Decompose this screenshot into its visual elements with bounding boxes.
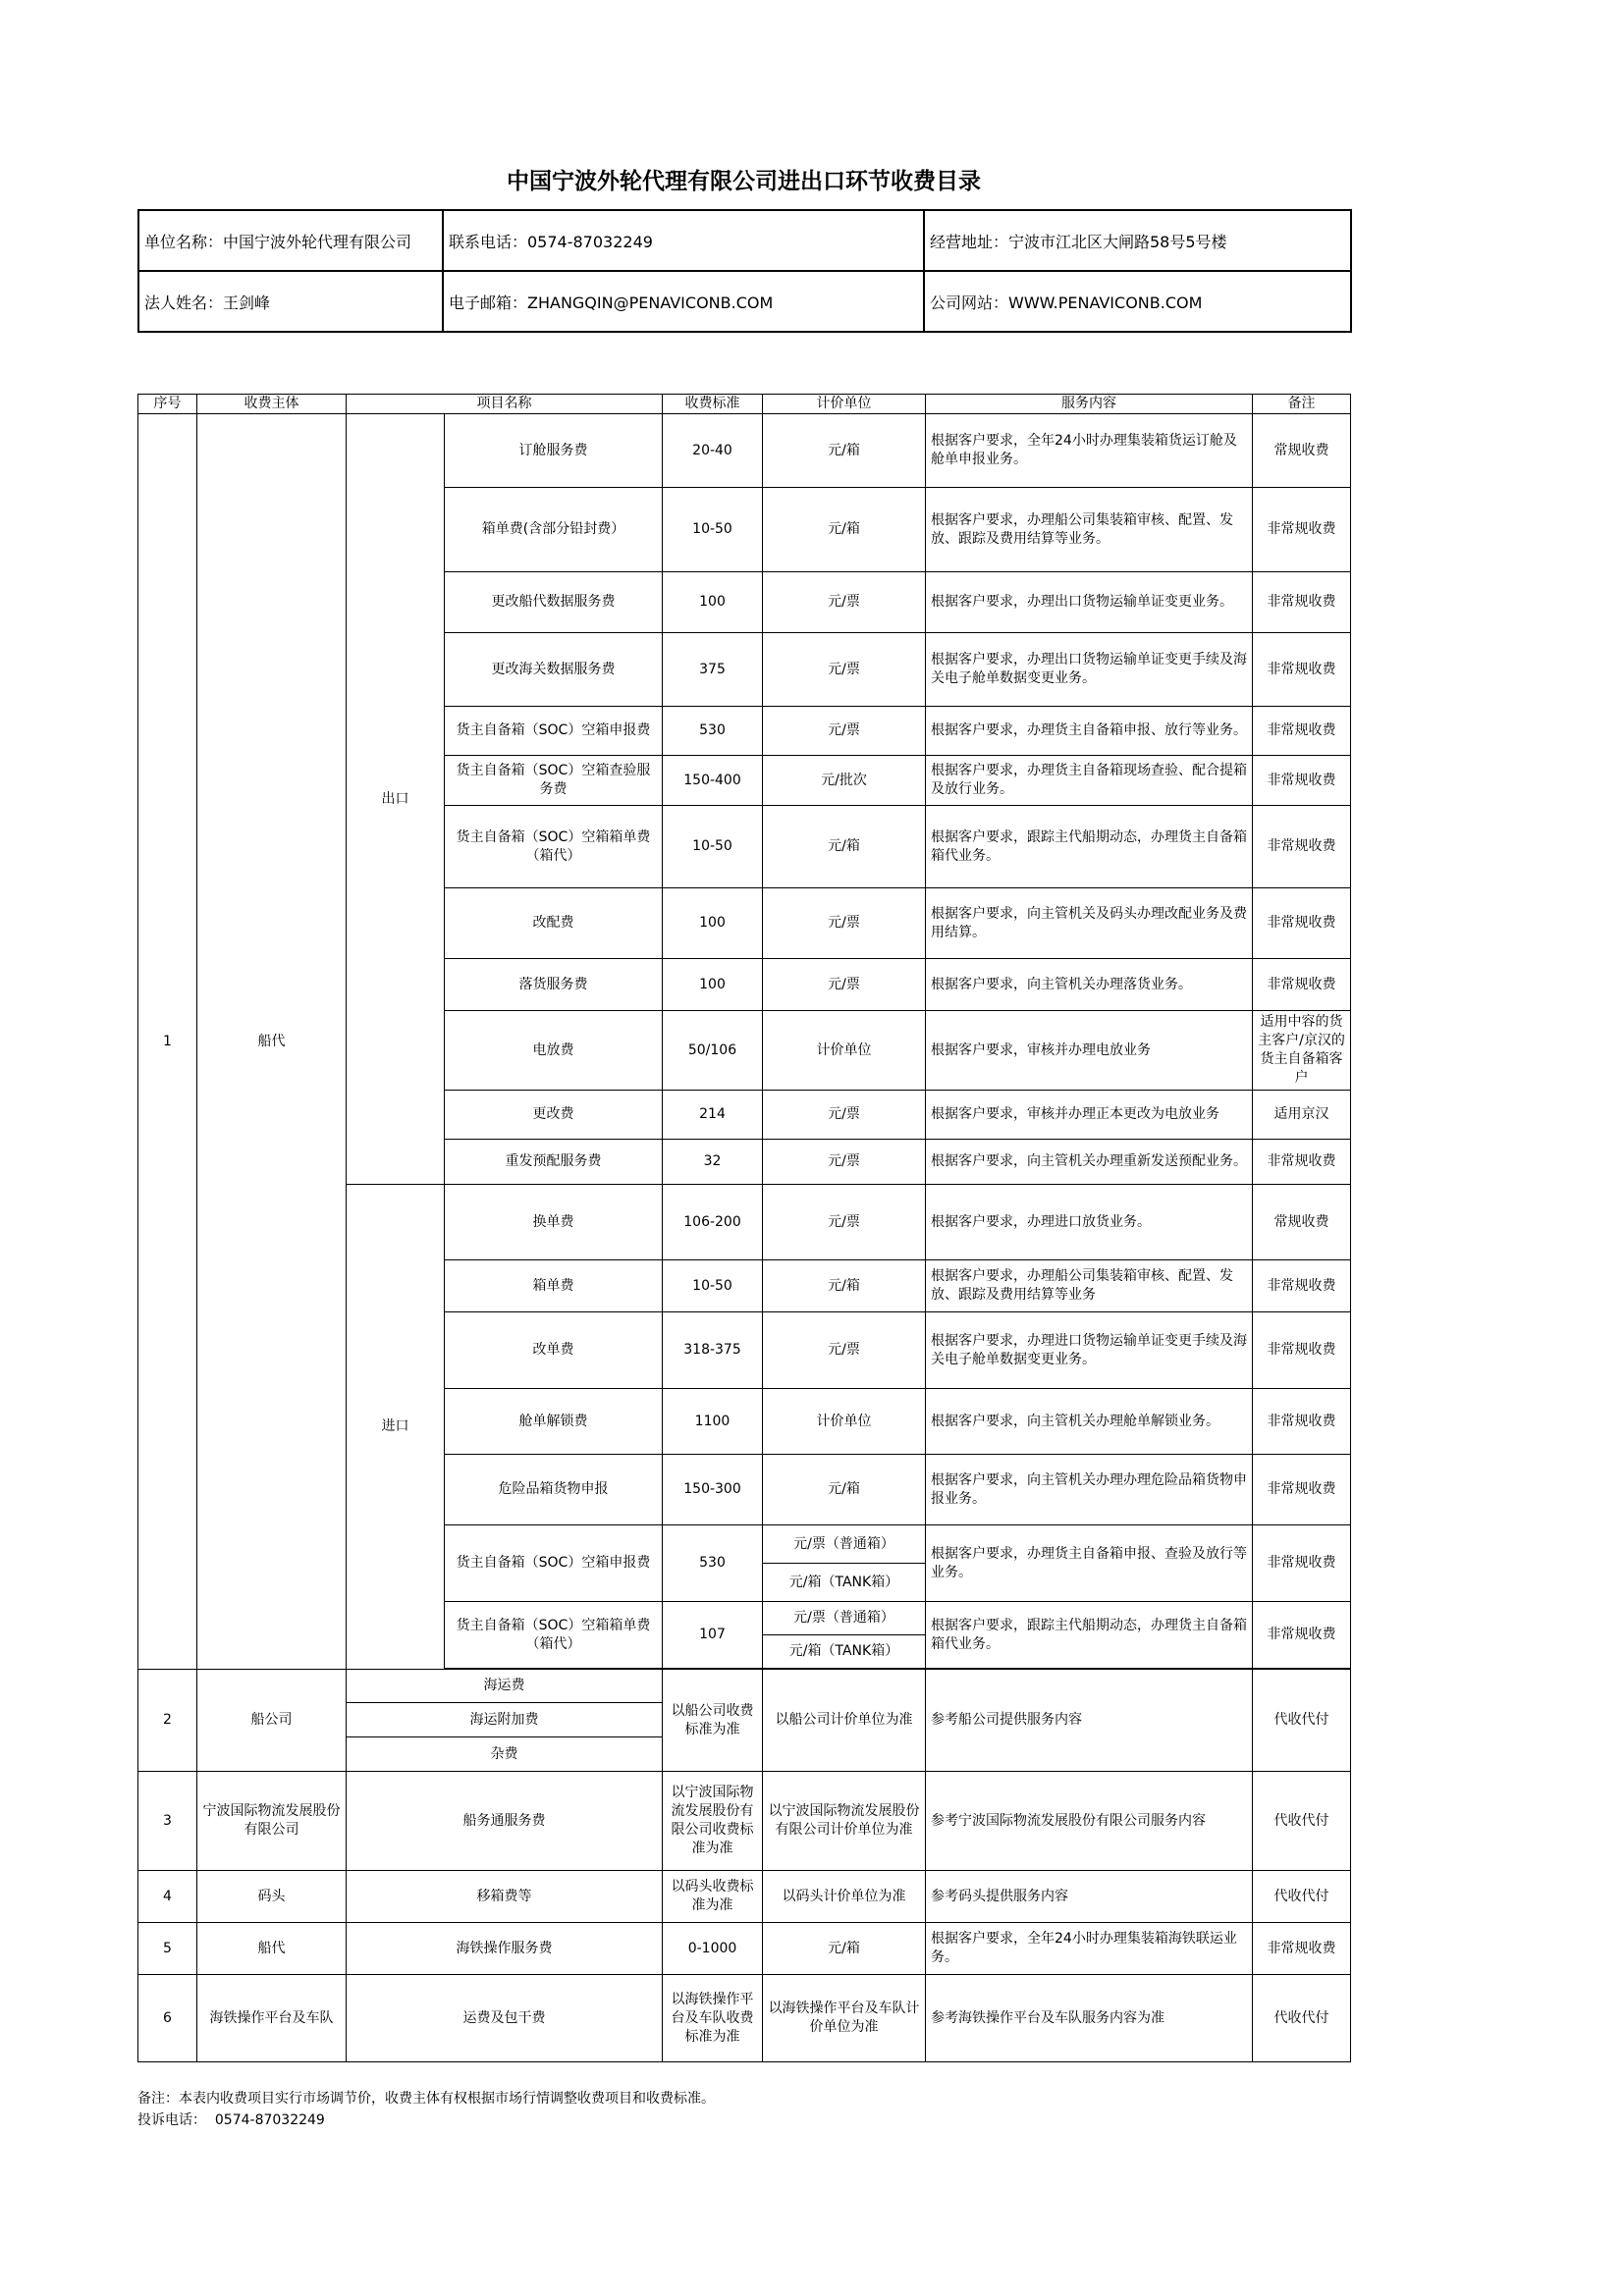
- remark-cell: 代收代付: [1253, 1772, 1351, 1871]
- remark-cell: 非常规收费: [1253, 1455, 1351, 1525]
- standard-cell: 以宁波国际物流发展股份有限公司收费标准为准: [663, 1772, 763, 1871]
- unit-cell: 元/票: [763, 888, 926, 959]
- standard-cell: 150-300: [663, 1455, 763, 1525]
- header-item: 项目名称: [347, 395, 663, 414]
- item-cell: 货主自备箱（SOC）空箱查验服务费: [445, 756, 663, 806]
- unit-cell: 元/票: [763, 1091, 926, 1140]
- table-row: [138, 1975, 1351, 2062]
- remark-cell: 非常规收费: [1253, 959, 1351, 1011]
- unit-cell: 元/票: [763, 633, 926, 707]
- item-cell: 箱单费: [445, 1260, 663, 1312]
- note-text: 备注：本表内收费项目实行市场调节价，收费主体有权根据市场行情调整收费项目和收费标准。: [137, 2091, 715, 2107]
- unit-cell: 元/票: [763, 1185, 926, 1260]
- remark-cell: 非常规收费: [1253, 756, 1351, 806]
- item-cell: 重发预配服务费: [445, 1140, 663, 1185]
- standard-cell: 107: [663, 1602, 763, 1669]
- direction-export: 出口: [347, 414, 445, 1185]
- remark-cell: 适用京汉: [1253, 1091, 1351, 1140]
- subject-cell: 船代: [197, 414, 347, 1670]
- item-cell: 海运费: [347, 1670, 663, 1703]
- table-row: [138, 1923, 1351, 1975]
- complaint-phone: 投诉电话： 0574-87032249: [137, 2112, 325, 2128]
- service-cell: 根据客户要求，办理货主自备箱现场查验、配合提箱及放行业务。: [926, 756, 1253, 806]
- remark-cell: 非常规收费: [1253, 633, 1351, 707]
- service-cell: 根据客户要求，跟踪主代船期动态，办理货主自备箱箱代业务。: [926, 806, 1253, 888]
- business-address: 经营地址：宁波市江北区大闸路58号5号楼: [924, 210, 1351, 271]
- remark-cell: 非常规收费: [1253, 1389, 1351, 1455]
- standard-cell: 10-50: [663, 488, 763, 572]
- seq-cell: 3: [138, 1772, 197, 1871]
- unit-name: 单位名称：中国宁波外轮代理有限公司: [138, 210, 443, 271]
- service-cell: 根据客户要求，办理出口货物运输单证变更业务。: [926, 572, 1253, 633]
- subject-cell: 码头: [197, 1871, 347, 1923]
- seq-cell: 1: [138, 414, 197, 1670]
- unit-cell: 元/箱: [763, 414, 926, 488]
- seq-cell: 6: [138, 1975, 197, 2062]
- remark-cell: 非常规收费: [1253, 488, 1351, 572]
- service-cell: 参考宁波国际物流发展股份有限公司服务内容: [926, 1772, 1253, 1871]
- subject-cell: 宁波国际物流发展股份有限公司: [197, 1772, 347, 1871]
- item-cell: 更改海关数据服务费: [445, 633, 663, 707]
- standard-cell: 10-50: [663, 806, 763, 888]
- item-cell: 危险品箱货物申报: [445, 1455, 663, 1525]
- unit-cell: 元/箱: [763, 1260, 926, 1312]
- remark-cell: 非常规收费: [1253, 1260, 1351, 1312]
- standard-cell: 以海铁操作平台及车队收费标准为准: [663, 1975, 763, 2062]
- item-cell: 落货服务费: [445, 959, 663, 1011]
- item-cell: 移箱费等: [347, 1871, 663, 1923]
- standard-cell: 150-400: [663, 756, 763, 806]
- legal-person: 法人姓名：王剑峰: [138, 271, 443, 332]
- unit-cell: 以船公司计价单位为准: [763, 1670, 926, 1772]
- seq-cell: 2: [138, 1670, 197, 1772]
- service-cell: 参考码头提供服务内容: [926, 1871, 1253, 1923]
- remark-cell: 非常规收费: [1253, 572, 1351, 633]
- remark-cell: 代收代付: [1253, 1975, 1351, 2062]
- item-cell: 改配费: [445, 888, 663, 959]
- item-cell: 杂费: [347, 1737, 663, 1772]
- service-cell: 根据客户要求，向主管机关办理舱单解锁业务。: [926, 1389, 1253, 1455]
- unit-cell: 元/批次: [763, 756, 926, 806]
- item-cell: 海运附加费: [347, 1703, 663, 1737]
- remark-cell: 非常规收费: [1253, 888, 1351, 959]
- service-cell: 根据客户要求，审核并办理正本更改为电放业务: [926, 1091, 1253, 1140]
- item-cell: 订舱服务费: [445, 414, 663, 488]
- website: 公司网站：WWW.PENAVICONB.COM: [924, 271, 1351, 332]
- service-cell: 根据客户要求，跟踪主代船期动态，办理货主自备箱箱代业务。: [926, 1602, 1253, 1669]
- remark-cell: 代收代付: [1253, 1670, 1351, 1772]
- unit-cell: 元/箱: [763, 1455, 926, 1525]
- standard-cell: 以船公司收费标准为准: [663, 1670, 763, 1772]
- subject-cell: 海铁操作平台及车队: [197, 1975, 347, 2062]
- fee-table: [137, 394, 1351, 2062]
- service-cell: 根据客户要求，审核并办理电放业务: [926, 1011, 1253, 1091]
- standard-cell: 以码头收费标准为准: [663, 1871, 763, 1923]
- item-cell: 更改费: [445, 1091, 663, 1140]
- standard-cell: 106-200: [663, 1185, 763, 1260]
- service-cell: 根据客户要求，办理船公司集装箱审核、配置、发放、跟踪及费用结算等业务: [926, 1260, 1253, 1312]
- item-cell: 货主自备箱（SOC）空箱箱单费（箱代）: [445, 806, 663, 888]
- service-cell: 根据客户要求，向主管机关及码头办理改配业务及费用结算。: [926, 888, 1253, 959]
- remark-cell: 适用中容的货主客户/京汉的货主自备箱客户: [1253, 1011, 1351, 1091]
- item-cell: 海铁操作服务费: [347, 1923, 663, 1975]
- table-row: [138, 1772, 1351, 1871]
- standard-cell: 375: [663, 633, 763, 707]
- direction-import: 进口: [347, 1185, 445, 1670]
- standard-cell: 1100: [663, 1389, 763, 1455]
- table-row: [138, 1871, 1351, 1923]
- service-cell: 根据客户要求，向主管机关办理落货业务。: [926, 959, 1253, 1011]
- remark-cell: 代收代付: [1253, 1871, 1351, 1923]
- unit-cell: 元/票（普通箱）: [763, 1525, 926, 1564]
- unit-cell: 元/箱: [763, 806, 926, 888]
- standard-cell: 32: [663, 1140, 763, 1185]
- standard-cell: 318-375: [663, 1312, 763, 1389]
- remark-cell: 非常规收费: [1253, 1140, 1351, 1185]
- standard-cell: 214: [663, 1091, 763, 1140]
- header-remark: 备注: [1253, 395, 1351, 414]
- item-cell: 舱单解锁费: [445, 1389, 663, 1455]
- unit-cell: 计价单位: [763, 1011, 926, 1091]
- service-cell: 根据客户要求，向主管机关办理办理危险品箱货物申报业务。: [926, 1455, 1253, 1525]
- unit-cell: 计价单位: [763, 1389, 926, 1455]
- unit-cell: 以宁波国际物流发展股份有限公司计价单位为准: [763, 1772, 926, 1871]
- standard-cell: 530: [663, 707, 763, 756]
- standard-cell: 0-1000: [663, 1923, 763, 1975]
- header-subject: 收费主体: [197, 395, 347, 414]
- service-cell: 根据客户要求，全年24小时办理集装箱海铁联运业务。: [926, 1923, 1253, 1975]
- service-cell: 根据客户要求，全年24小时办理集装箱货运订舱及舱单申报业务。: [926, 414, 1253, 488]
- standard-cell: 100: [663, 888, 763, 959]
- unit-cell: 元/票: [763, 1312, 926, 1389]
- remark-cell: 非常规收费: [1253, 1312, 1351, 1389]
- item-cell: 运费及包干费: [347, 1975, 663, 2062]
- standard-cell: 530: [663, 1525, 763, 1602]
- service-cell: 根据客户要求，办理货主自备箱申报、查验及放行等业务。: [926, 1525, 1253, 1602]
- contact-phone: 联系电话：0574-87032249: [443, 210, 924, 271]
- item-cell: 电放费: [445, 1011, 663, 1091]
- subject-cell: 船代: [197, 1923, 347, 1975]
- seq-cell: 4: [138, 1871, 197, 1923]
- unit-cell: 元/票: [763, 1140, 926, 1185]
- info-row: [138, 271, 1351, 332]
- service-cell: 根据客户要求，办理进口货物运输单证变更手续及海关电子舱单数据变更业务。: [926, 1312, 1253, 1389]
- item-cell: 货主自备箱（SOC）空箱箱单费（箱代）: [445, 1602, 663, 1669]
- table-row: [138, 414, 1351, 488]
- subject-cell: 船公司: [197, 1670, 347, 1772]
- remark-cell: 非常规收费: [1253, 806, 1351, 888]
- item-cell: 换单费: [445, 1185, 663, 1260]
- unit-cell: 元/箱: [763, 1923, 926, 1975]
- table-row: [138, 1670, 1351, 1703]
- header-standard: 收费标准: [663, 395, 763, 414]
- info-row: [138, 210, 1351, 271]
- service-cell: 根据客户要求，向主管机关办理重新发送预配业务。: [926, 1140, 1253, 1185]
- item-cell: 货主自备箱（SOC）空箱申报费: [445, 707, 663, 756]
- item-cell: 改单费: [445, 1312, 663, 1389]
- unit-cell: 元/箱: [763, 488, 926, 572]
- unit-cell: 元/票: [763, 572, 926, 633]
- company-info-table: [137, 209, 1352, 333]
- email: 电子邮箱：ZHANGQIN@PENAVICONB.COM: [443, 271, 924, 332]
- unit-cell: 元/票（普通箱）: [763, 1602, 926, 1635]
- table-header-row: [138, 395, 1351, 414]
- standard-cell: 10-50: [663, 1260, 763, 1312]
- item-cell: 货主自备箱（SOC）空箱申报费: [445, 1525, 663, 1602]
- service-cell: 根据客户要求，办理货主自备箱申报、放行等业务。: [926, 707, 1253, 756]
- unit-cell: 元/箱（TANK箱）: [763, 1564, 926, 1602]
- unit-cell: 以海铁操作平台及车队计价单位为准: [763, 1975, 926, 2062]
- service-cell: 参考船公司提供服务内容: [926, 1670, 1253, 1772]
- remark-cell: 非常规收费: [1253, 1525, 1351, 1602]
- item-cell: 更改船代数据服务费: [445, 572, 663, 633]
- unit-cell: 元/箱（TANK箱）: [763, 1635, 926, 1669]
- service-cell: 根据客户要求，办理船公司集装箱审核、配置、发放、跟踪及费用结算等业务。: [926, 488, 1253, 572]
- unit-cell: 元/票: [763, 959, 926, 1011]
- remark-cell: 非常规收费: [1253, 1923, 1351, 1975]
- header-unit: 计价单位: [763, 395, 926, 414]
- remark-cell: 非常规收费: [1253, 707, 1351, 756]
- item-cell: 箱单费(含部分铅封费）: [445, 488, 663, 572]
- service-cell: 根据客户要求，办理进口放货业务。: [926, 1185, 1253, 1260]
- service-cell: 参考海铁操作平台及车队服务内容为准: [926, 1975, 1253, 2062]
- header-seq: 序号: [138, 395, 197, 414]
- seq-cell: 5: [138, 1923, 197, 1975]
- service-cell: 根据客户要求，办理出口货物运输单证变更手续及海关电子舱单数据变更业务。: [926, 633, 1253, 707]
- remark-cell: 常规收费: [1253, 1185, 1351, 1260]
- header-service: 服务内容: [926, 395, 1253, 414]
- page-title: 中国宁波外轮代理有限公司进出口环节收费目录: [507, 169, 981, 194]
- standard-cell: 100: [663, 959, 763, 1011]
- standard-cell: 20-40: [663, 414, 763, 488]
- unit-cell: 以码头计价单位为准: [763, 1871, 926, 1923]
- item-cell: 船务通服务费: [347, 1772, 663, 1871]
- standard-cell: 50/106: [663, 1011, 763, 1091]
- standard-cell: 100: [663, 572, 763, 633]
- remark-cell: 非常规收费: [1253, 1602, 1351, 1669]
- remark-cell: 常规收费: [1253, 414, 1351, 488]
- unit-cell: 元/票: [763, 707, 926, 756]
- footer-notes: [137, 2088, 715, 2131]
